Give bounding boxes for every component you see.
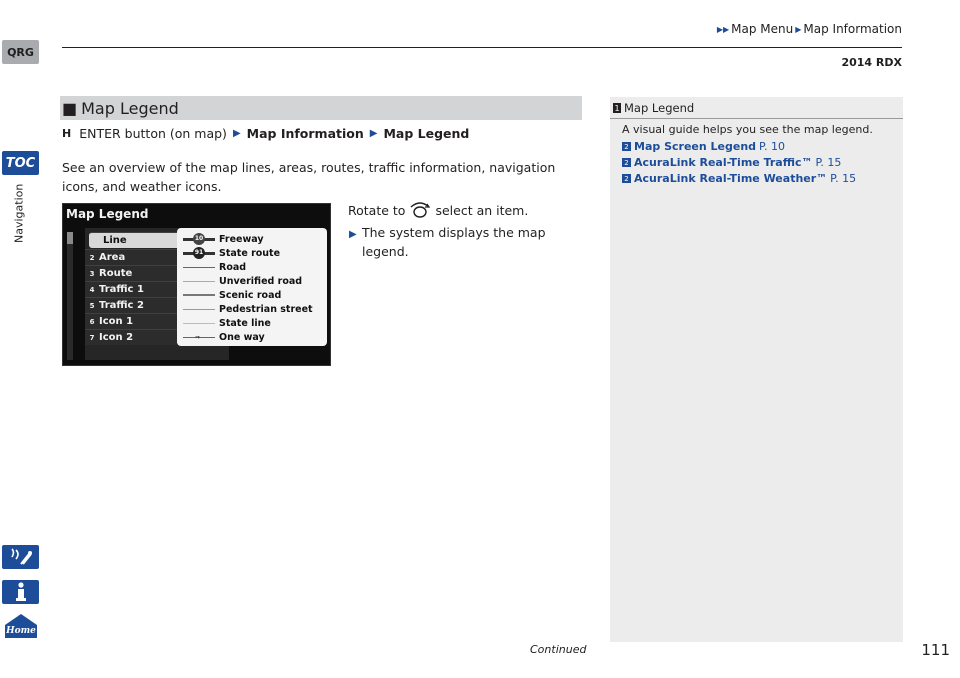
toc-button[interactable] bbox=[2, 151, 39, 175]
continued-label: Continued bbox=[530, 643, 587, 656]
info-button[interactable] bbox=[2, 580, 39, 604]
cross-reference-icon: 2 bbox=[622, 158, 631, 167]
state-route-shield-icon: 91 bbox=[193, 247, 205, 259]
square-bullet-icon: ■ bbox=[62, 98, 78, 118]
result-arrow-icon: ▶ bbox=[349, 229, 357, 240]
one-way-arrow-icon: ⇒ bbox=[195, 333, 201, 341]
screen-legend-panel bbox=[177, 228, 327, 346]
qrg-label: QRG bbox=[7, 45, 34, 59]
model-label: 2014 RDX bbox=[841, 56, 902, 69]
home-icon bbox=[3, 613, 39, 639]
home-prefix: H bbox=[62, 127, 72, 140]
side-note bbox=[610, 97, 903, 642]
voice-command-icon bbox=[9, 548, 33, 566]
section-heading bbox=[60, 96, 582, 120]
legend-row: Road bbox=[177, 260, 327, 274]
path-step: Map Information bbox=[246, 126, 364, 141]
note-title: 1 Map Legend bbox=[614, 101, 695, 115]
info-icon bbox=[14, 582, 28, 602]
note-link[interactable]: 2 Map Screen Legend P. 10 bbox=[622, 140, 785, 153]
breadcrumb-item[interactable]: Map Menu bbox=[731, 22, 794, 36]
legend-row: ⇒ One way bbox=[177, 330, 327, 344]
screen-menu-item: Line bbox=[89, 232, 225, 248]
home-label: Home bbox=[6, 626, 36, 636]
screen-menu-item: 7 Icon 2 bbox=[85, 329, 225, 345]
breadcrumb-arrow-icon: ▶ bbox=[795, 24, 802, 34]
path-step: Map Legend bbox=[383, 126, 470, 141]
path-arrow-icon: ▶ bbox=[232, 128, 241, 139]
legend-row: 10 Freeway bbox=[177, 232, 327, 246]
note-body: A visual guide helps you see the map legend. bbox=[622, 123, 873, 136]
cross-reference-icon: 2 bbox=[622, 174, 631, 183]
note-divider bbox=[610, 118, 903, 119]
screen-menu-item: 4 Traffic 1 bbox=[85, 281, 225, 297]
screen-scrollbar bbox=[67, 232, 73, 360]
note-link[interactable]: 2 AcuraLink Real-Time Weather™ P. 15 bbox=[622, 172, 856, 185]
screen-menu-item: 5 Traffic 2 bbox=[85, 297, 225, 313]
screen-menu-item: 6 Icon 1 bbox=[85, 313, 225, 329]
freeway-shield-icon: 10 bbox=[193, 233, 205, 245]
interface-dial-icon bbox=[409, 201, 431, 219]
path-arrow-icon: ▶ bbox=[369, 128, 378, 139]
cross-reference-icon: 2 bbox=[622, 142, 631, 151]
legend-row: Scenic road bbox=[177, 288, 327, 302]
section-title: Map Legend bbox=[81, 98, 179, 118]
header-divider bbox=[62, 47, 902, 48]
home-button[interactable] bbox=[3, 613, 39, 639]
map-legend-screen bbox=[62, 203, 331, 366]
legend-row: State line bbox=[177, 316, 327, 330]
breadcrumb-item[interactable]: Map Information bbox=[803, 22, 902, 36]
path-start: ENTER button (on map) bbox=[79, 126, 227, 141]
breadcrumb-arrow-icon: ▶▶ bbox=[716, 24, 730, 34]
screen-menu-item: 3 Route bbox=[85, 265, 225, 281]
screen-title: Map Legend bbox=[66, 207, 149, 221]
result-text: ▶ The system displays the map legend. bbox=[349, 225, 546, 259]
breadcrumb bbox=[717, 22, 902, 36]
rotate-instruction: Rotate to select an item. bbox=[348, 202, 529, 218]
legend-row: Pedestrian street bbox=[177, 302, 327, 316]
note-link[interactable]: 2 AcuraLink Real-Time Traffic™ P. 15 bbox=[622, 156, 841, 169]
legend-row: 91 State route bbox=[177, 246, 327, 260]
note-number: 1 bbox=[614, 103, 620, 113]
legend-row: Unverified road bbox=[177, 274, 327, 288]
menu-path bbox=[62, 126, 469, 141]
qrg-button[interactable] bbox=[2, 40, 39, 64]
section-side-label: Navigation bbox=[12, 183, 26, 243]
toc-label: TOC bbox=[5, 155, 36, 171]
screen-menu-item: 2 Area bbox=[85, 249, 225, 265]
section-description: See an overview of the map lines, areas, routes, traffic information, navigation icons, and weather icons. bbox=[62, 160, 556, 194]
voice-command-button[interactable] bbox=[2, 545, 39, 569]
page-number: 111 bbox=[921, 641, 950, 659]
